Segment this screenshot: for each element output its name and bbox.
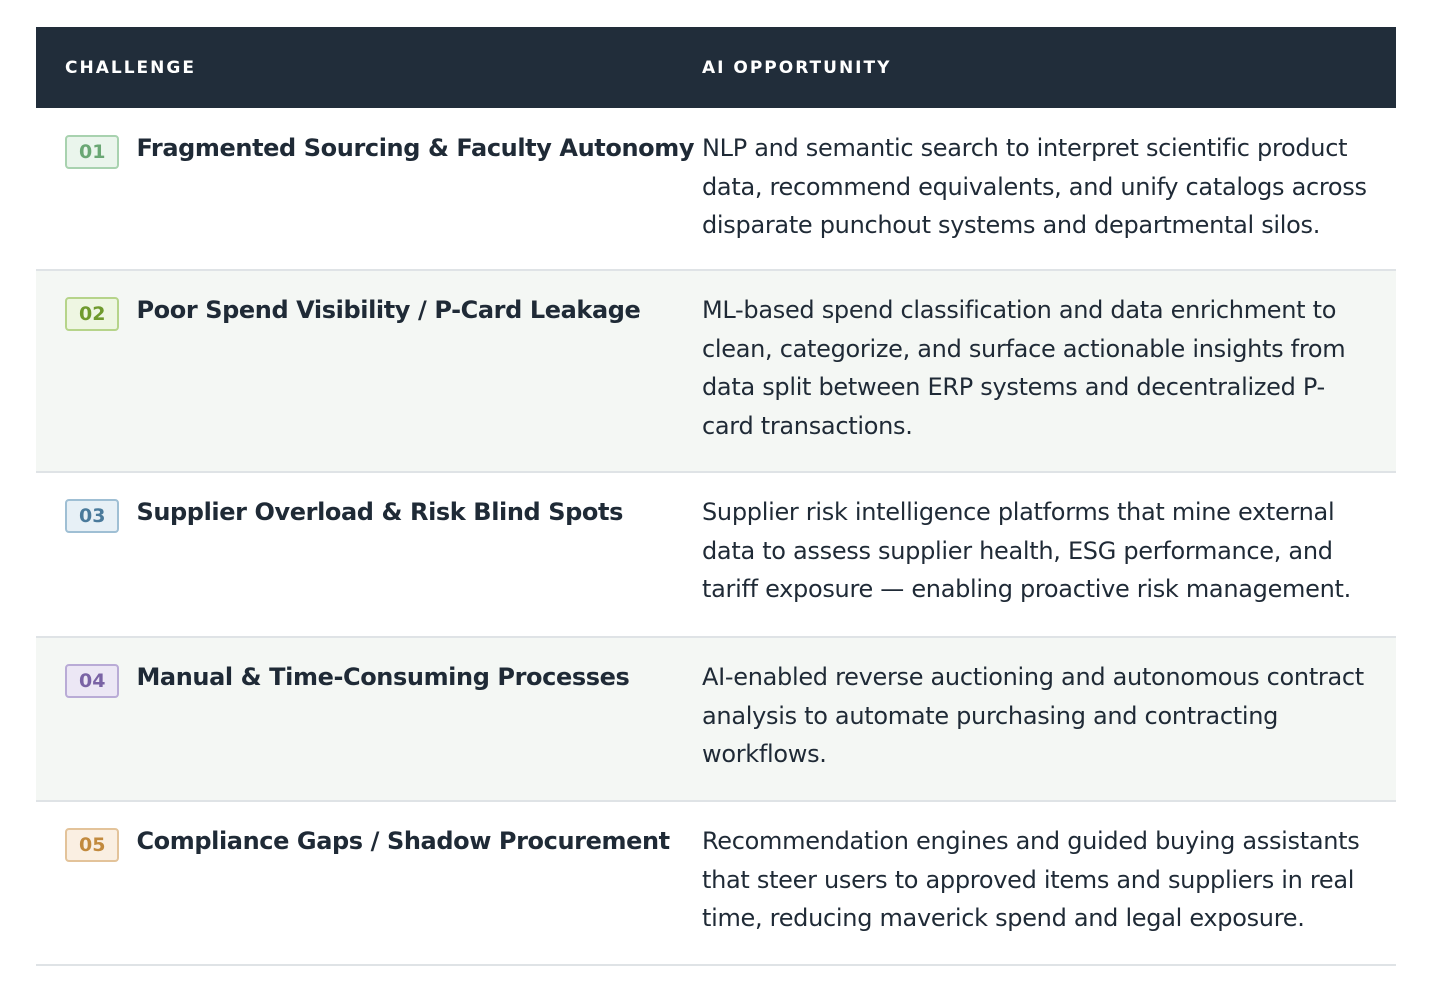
challenge-title: Supplier Overload & Risk Blind Spots [136, 498, 623, 526]
ai-opportunity-cell: Supplier risk intelligence platforms that mine external data to assess supplier health, ESG performance, and tariff exposure — enabling proactive risk management. [702, 498, 1351, 603]
table-row [36, 473, 1396, 638]
row-number-badge: 01 [65, 135, 119, 169]
challenge-cell [36, 660, 673, 800]
table-row [36, 802, 1396, 966]
column-header-challenge: CHALLENGE [65, 57, 196, 78]
ai-opportunity-cell: AI-enabled reverse auctioning and autonomous contract analysis to automate purchasing and contracting workflows. [702, 663, 1364, 768]
challenge-cell [36, 293, 673, 471]
table-header [36, 27, 1396, 108]
challenge-title: Poor Spend Visibility / P-Card Leakage [136, 296, 641, 324]
challenge-title: Compliance Gaps / Shadow Procurement [136, 827, 670, 855]
ai-opportunity-cell: NLP and semantic search to interpret scientific product data, recommend equivalents, and unify catalogs across disparate punchout systems and departmental silos. [702, 134, 1367, 239]
table-row [36, 271, 1396, 473]
challenge-cell [36, 131, 695, 269]
table-row [36, 108, 1396, 271]
challenge-title: Fragmented Sourcing & Faculty Autonomy [136, 134, 695, 162]
row-number-badge: 05 [65, 828, 119, 862]
ai-opportunity-cell: ML-based spend classification and data enrichment to clean, categorize, and surface actionable insights from data split between ERP systems and decentralized P-card transactions. [702, 296, 1346, 440]
column-header-ai-opportunity: AI OPPORTUNITY [702, 57, 892, 78]
ai-opportunity-cell: Recommendation engines and guided buying assistants that steer users to approved items and suppliers in real time, reducing maverick spend and legal exposure. [702, 827, 1360, 932]
challenge-title: Manual & Time-Consuming Processes [136, 663, 630, 691]
row-number-badge: 03 [65, 499, 119, 533]
table-body [36, 108, 1396, 966]
row-number-badge: 02 [65, 297, 119, 331]
challenge-opportunity-table [36, 27, 1396, 966]
challenge-cell [36, 495, 673, 636]
table-row [36, 638, 1396, 802]
row-number-badge: 04 [65, 664, 119, 698]
challenge-cell [36, 824, 673, 964]
